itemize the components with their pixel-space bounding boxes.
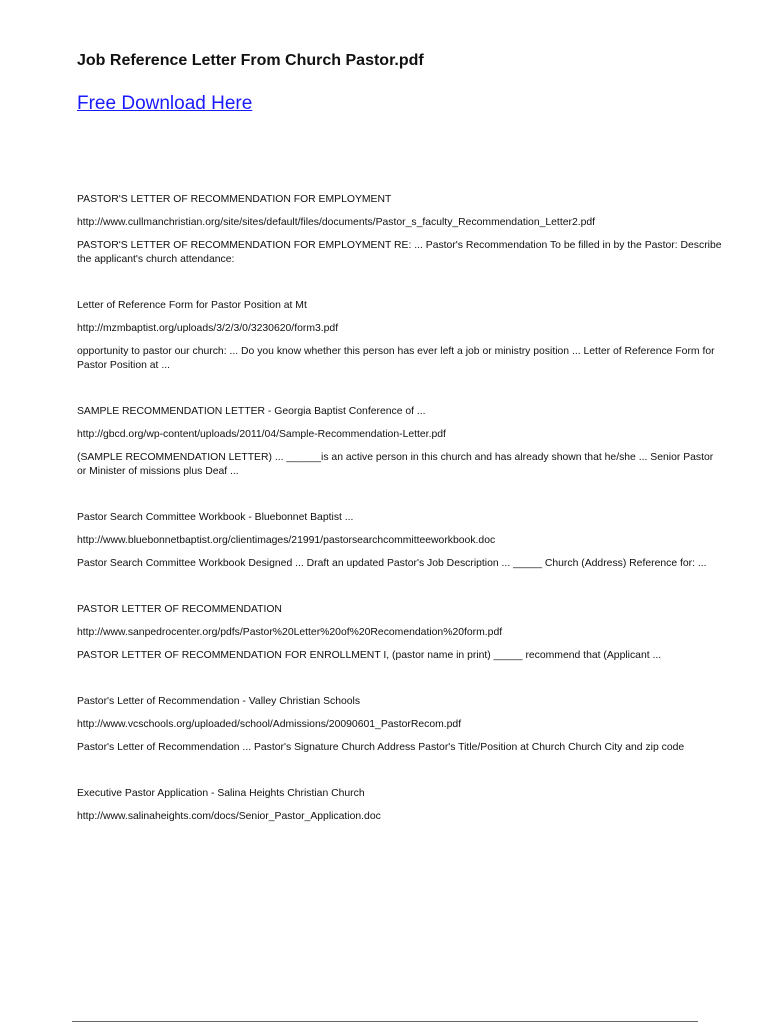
- entry-title: Pastor Search Committee Workbook - Bluebonnet Baptist ...: [77, 512, 354, 523]
- entry-snippet: PASTOR'S LETTER OF RECOMMENDATION FOR EMPLOYMENT RE: ... Pastor's Recommendation To be filled in by the Pastor: Describe the applicant's church attendance:: [77, 240, 722, 265]
- entry-title: PASTOR'S LETTER OF RECOMMENDATION FOR EMPLOYMENT: [77, 194, 392, 205]
- entry-url: http://www.bluebonnetbaptist.org/clientimages/21991/pastorsearchcommitteeworkbook.doc: [77, 535, 496, 546]
- document-title: Job Reference Letter From Church Pastor.pdf: [77, 52, 424, 69]
- list-item: [77, 299, 725, 373]
- entry-title: Executive Pastor Application - Salina Heights Christian Church: [77, 788, 365, 799]
- entry-snippet: opportunity to pastor our church: ... Do you know whether this person has ever left a job or ministry position ... Letter of Reference Form for Pastor Position at ...: [77, 346, 715, 371]
- free-download-link[interactable]: Free Download Here: [77, 93, 253, 114]
- entry-snippet: Pastor Search Committee Workbook Designed ... Draft an updated Pastor's Job Description ... _____ Church (Address) Reference for: ...: [77, 558, 707, 569]
- entry-url: http://www.salinaheights.com/docs/Senior_Pastor_Application.doc: [77, 811, 381, 822]
- entry-url: http://www.vcschools.org/uploaded/school/Admissions/20090601_PastorRecom.pdf: [77, 719, 462, 730]
- document-page: [77, 0, 727, 1024]
- entry-url: http://mzmbaptist.org/uploads/3/2/3/0/3230620/form3.pdf: [77, 323, 339, 334]
- entry-url: http://gbcd.org/wp-content/uploads/2011/04/Sample-Recommendation-Letter.pdf: [77, 429, 446, 440]
- list-item: [77, 695, 725, 755]
- result-list: [77, 193, 725, 856]
- entry-title: SAMPLE RECOMMENDATION LETTER - Georgia Baptist Conference of ...: [77, 406, 426, 417]
- list-item: [77, 787, 725, 824]
- entry-snippet: PASTOR LETTER OF RECOMMENDATION FOR ENROLLMENT I, (pastor name in print) _____ recommend that (Applicant ...: [77, 650, 662, 661]
- list-item: [77, 603, 725, 663]
- entry-url: http://www.cullmanchristian.org/site/sites/default/files/documents/Pastor_s_faculty_Recommendation_Letter2.pdf: [77, 217, 596, 228]
- footer-divider: [72, 1021, 698, 1022]
- entry-snippet: (SAMPLE RECOMMENDATION LETTER) ... ______is an active person in this church and has already shown that he/she ... Senior Pastor or Minister of missions plus Deaf ...: [77, 452, 714, 477]
- entry-snippet: Pastor's Letter of Recommendation ... Pastor's Signature Church Address Pastor's Title/Position at Church Church City and zip code: [77, 742, 685, 753]
- list-item: [77, 405, 725, 479]
- entry-title: PASTOR LETTER OF RECOMMENDATION: [77, 604, 282, 615]
- entry-url: http://www.sanpedrocenter.org/pdfs/Pastor%20Letter%20of%20Recomendation%20form.pdf: [77, 627, 503, 638]
- list-item: [77, 193, 725, 267]
- entry-title: Pastor's Letter of Recommendation - Valley Christian Schools: [77, 696, 361, 707]
- list-item: [77, 511, 725, 571]
- entry-title: Letter of Reference Form for Pastor Position at Mt: [77, 300, 307, 311]
